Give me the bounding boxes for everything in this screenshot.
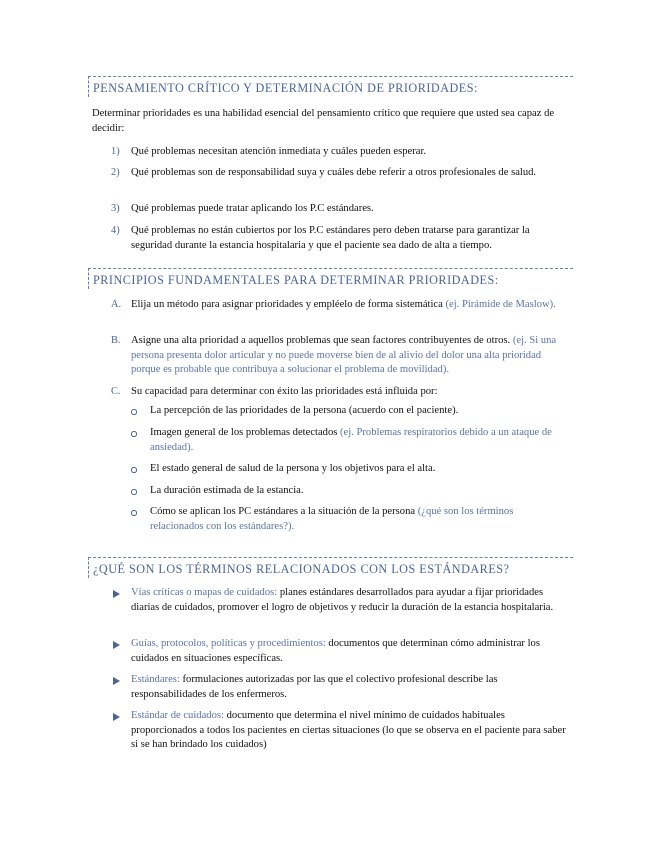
term-label: Vías críticas o mapas de cuidados: bbox=[131, 587, 278, 598]
term-definition: formulaciones autorizadas por las que el colectivo profesional describe las responsabilidades de los enfermeros. bbox=[131, 674, 498, 700]
list-marker: 1) bbox=[111, 146, 120, 157]
circle-bullet-icon bbox=[131, 467, 137, 473]
definition-item bbox=[131, 673, 571, 702]
item-text: Cómo se aplican los PC estándares a la situación de la persona bbox=[150, 506, 418, 517]
section-title: ¿QUÉ SON LOS TÉRMINOS RELACIONADOS CON LOS ESTÁNDARES? bbox=[93, 562, 510, 576]
item-text: La duración estimada de la estancia. bbox=[150, 485, 304, 496]
arrow-bullet-icon bbox=[113, 641, 120, 649]
sub-list-item bbox=[150, 426, 570, 455]
list-marker: 4) bbox=[111, 225, 120, 236]
list-marker: 3) bbox=[111, 203, 120, 214]
term-definition: documentos que determinan cómo administrar los cuidados en situaciones específicas. bbox=[131, 638, 540, 664]
definition-item bbox=[131, 637, 571, 666]
term-definition: documento que determina el nivel mínimo de cuidados habituales proporcionados a todos los pacientes en ciertas situaciones (lo que se observa en el paciente para saber si se han brindado los cuidados) bbox=[131, 710, 566, 751]
definition-item bbox=[131, 709, 571, 753]
example-note: (¿qué son los términos relacionados con los estándares?). bbox=[150, 506, 514, 532]
list-item: Qué problemas no están cubiertos por los P.C estándares pero deben tratarse para garantizar la seguridad durante la estancia hospitalaria y que el paciente sea dado de alta a tiempo. bbox=[131, 225, 530, 251]
circle-bullet-icon bbox=[131, 431, 137, 437]
sub-list-item bbox=[150, 462, 570, 477]
example-note: (ej. Pirámide de Maslow). bbox=[445, 299, 556, 310]
item-text: Asigne una alta prioridad a aquellos problemas que sean factores contribuyentes de otros. bbox=[131, 335, 513, 346]
item-text: Imagen general de los problemas detectados bbox=[150, 427, 341, 438]
circle-bullet-icon bbox=[131, 489, 137, 495]
section-header-principios bbox=[88, 268, 573, 289]
term-label: Guías, protocolos, políticas y procedimientos: bbox=[131, 638, 326, 649]
list-item bbox=[131, 334, 571, 378]
term-label: Estándares: bbox=[131, 674, 180, 685]
list-marker: 2) bbox=[111, 167, 120, 178]
circle-bullet-icon bbox=[131, 409, 137, 415]
section-header-terminos bbox=[88, 557, 573, 578]
sub-list-item bbox=[150, 484, 570, 499]
arrow-bullet-icon bbox=[113, 677, 120, 685]
arrow-bullet-icon bbox=[113, 713, 120, 721]
sub-list-item bbox=[150, 505, 560, 534]
item-text: El estado general de salud de la persona y los objetivos para el alta. bbox=[150, 463, 436, 474]
sub-list-item bbox=[150, 404, 570, 419]
section-title: PENSAMIENTO CRÍTICO Y DETERMINACIÓN DE PRIORIDADES: bbox=[93, 81, 478, 95]
list-marker: A. bbox=[111, 299, 122, 310]
list-marker: C. bbox=[111, 386, 121, 397]
term-definition: planes estándares desarrollados para ayudar a fijar prioridades diarias de cuidados, promover el logro de objetivos y reducir la duración de la estancia hospitalaria. bbox=[131, 587, 554, 613]
list-item: Qué problemas son de responsabilidad suya y cuáles debe referir a otros profesionales de salud. bbox=[131, 167, 537, 178]
list-item: Qué problemas puede tratar aplicando los P.C estándares. bbox=[131, 203, 374, 214]
circle-bullet-icon bbox=[131, 510, 137, 516]
section-title: PRINCIPIOS FUNDAMENTALES PARA DETERMINAR PRIORIDADES: bbox=[93, 273, 499, 287]
arrow-bullet-icon bbox=[113, 590, 120, 598]
section-header-pensamiento bbox=[88, 76, 573, 97]
list-item bbox=[131, 298, 571, 313]
intro-paragraph: Determinar prioridades es una habilidad esencial del pensamiento crítico que requiere que usted sea capaz de decidir: bbox=[92, 108, 555, 134]
list-marker: B. bbox=[111, 335, 121, 346]
item-text: Elija un método para asignar prioridades y empléelo de forma sistemática bbox=[131, 299, 446, 310]
list-item: Qué problemas necesitan atención inmediata y cuáles pueden esperar. bbox=[131, 146, 427, 157]
term-label: Estándar de cuidados: bbox=[131, 710, 224, 721]
example-note: (ej. Si una persona presenta dolor articular y no puede moverse bien de al alivio del dolor una alta prioridad porque es probable que contribuya a solucionar el problema de movilidad). bbox=[131, 335, 557, 376]
definition-item bbox=[131, 586, 571, 615]
list-item: Su capacidad para determinar con éxito las prioridades está influida por: bbox=[131, 386, 438, 397]
example-note: (ej. Problemas respiratorios debido a un ataque de ansiedad). bbox=[150, 427, 552, 453]
item-text: La percepción de las prioridades de la persona (acuerdo con el paciente). bbox=[150, 405, 459, 416]
